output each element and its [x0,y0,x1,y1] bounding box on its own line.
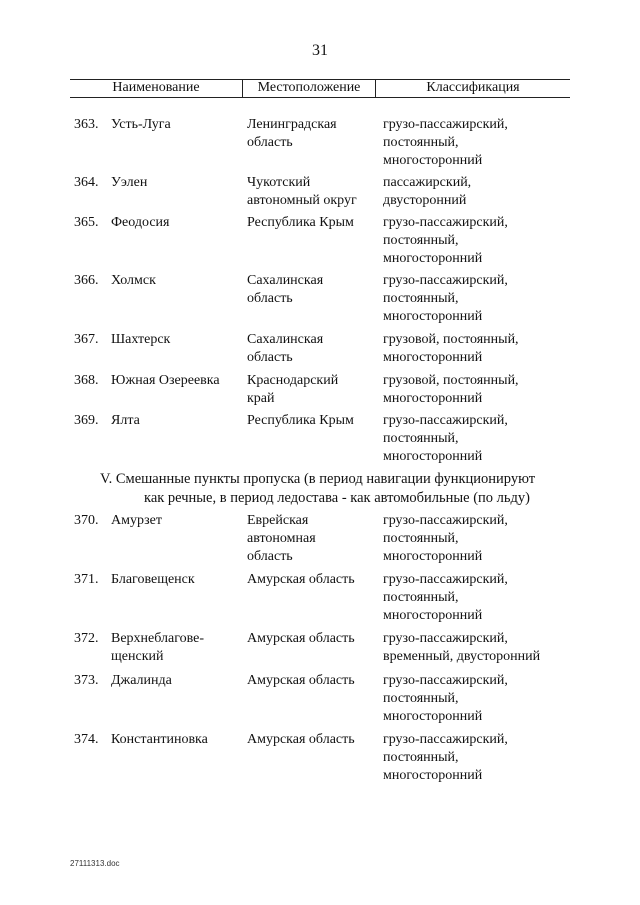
row-classification: грузо-пассажирский, постоянный, многосторонний [383,673,508,724]
header-location: Местоположение [257,80,361,95]
row-number: 366. [74,273,99,288]
row-location: Краснодарский край [247,373,339,406]
row-number: 368. [74,373,99,388]
row-location: Республика Крым [247,215,354,230]
row-classification: грузо-пассажирский, временный, двусторонний [383,631,541,664]
row-classification: грузо-пассажирский, постоянный, многосторонний [383,117,508,168]
row-name: Благовещенск [111,572,195,587]
row-classification: грузо-пассажирский, постоянный, многосторонний [383,572,508,623]
row-name: Шахтерск [111,332,171,347]
section-heading-line1: V. Смешанные пункты пропуска (в период навигации функционируют [100,471,536,487]
row-number: 369. [74,413,99,428]
row-location: Чукотский автономный округ [247,175,357,208]
row-location: Амурская область [247,732,355,747]
row-location: Сахалинская область [247,332,324,365]
row-classification: пассажирский, двусторонний [383,175,472,208]
row-name: Ялта [111,413,140,428]
row-location: Амурская область [247,631,355,646]
row-name: Верхнеблагове- щенский [111,631,205,664]
row-number: 372. [74,631,99,646]
row-name: Константиновка [111,732,208,747]
footer-filename: 27111313.doc [70,859,120,868]
page-number: 31 [312,42,328,59]
section-heading-line2: как речные, в период ледостава - как автомобильные (по льду) [144,490,530,506]
row-classification: грузовой, постоянный, многосторонний [383,373,519,406]
row-classification: грузо-пассажирский, постоянный, многосторонний [383,273,508,324]
row-name: Южная Озереевка [111,373,220,388]
row-classification: грузо-пассажирский, постоянный, многосторонний [383,215,508,266]
row-number: 374. [74,732,99,747]
row-name: Усть-Луга [111,117,171,132]
row-name: Уэлен [111,175,148,190]
row-number: 365. [74,215,99,230]
row-name: Феодосия [111,215,170,230]
row-classification: грузо-пассажирский, постоянный, многосторонний [383,732,508,783]
row-number: 370. [74,513,99,528]
row-name: Джалинда [111,673,172,688]
row-location: Ленинградская область [247,117,337,150]
row-location: Амурская область [247,572,355,587]
row-location: Республика Крым [247,413,354,428]
row-name: Амурзет [111,513,163,528]
row-classification: грузо-пассажирский, постоянный, многосторонний [383,413,508,464]
row-location: Еврейская автономная область [247,513,316,564]
row-number: 363. [74,117,99,132]
row-number: 371. [74,572,99,587]
row-number: 367. [74,332,99,347]
row-location: Сахалинская область [247,273,324,306]
header-name: Наименование [112,80,200,95]
section-heading [90,470,570,508]
header-classification: Классификация [426,80,520,95]
row-number: 373. [74,673,99,688]
row-classification: грузо-пассажирский, постоянный, многосторонний [383,513,508,564]
table-header [70,79,570,98]
row-location: Амурская область [247,673,355,688]
row-name: Холмск [111,273,156,288]
row-classification: грузовой, постоянный, многосторонний [383,332,519,365]
row-number: 364. [74,175,99,190]
